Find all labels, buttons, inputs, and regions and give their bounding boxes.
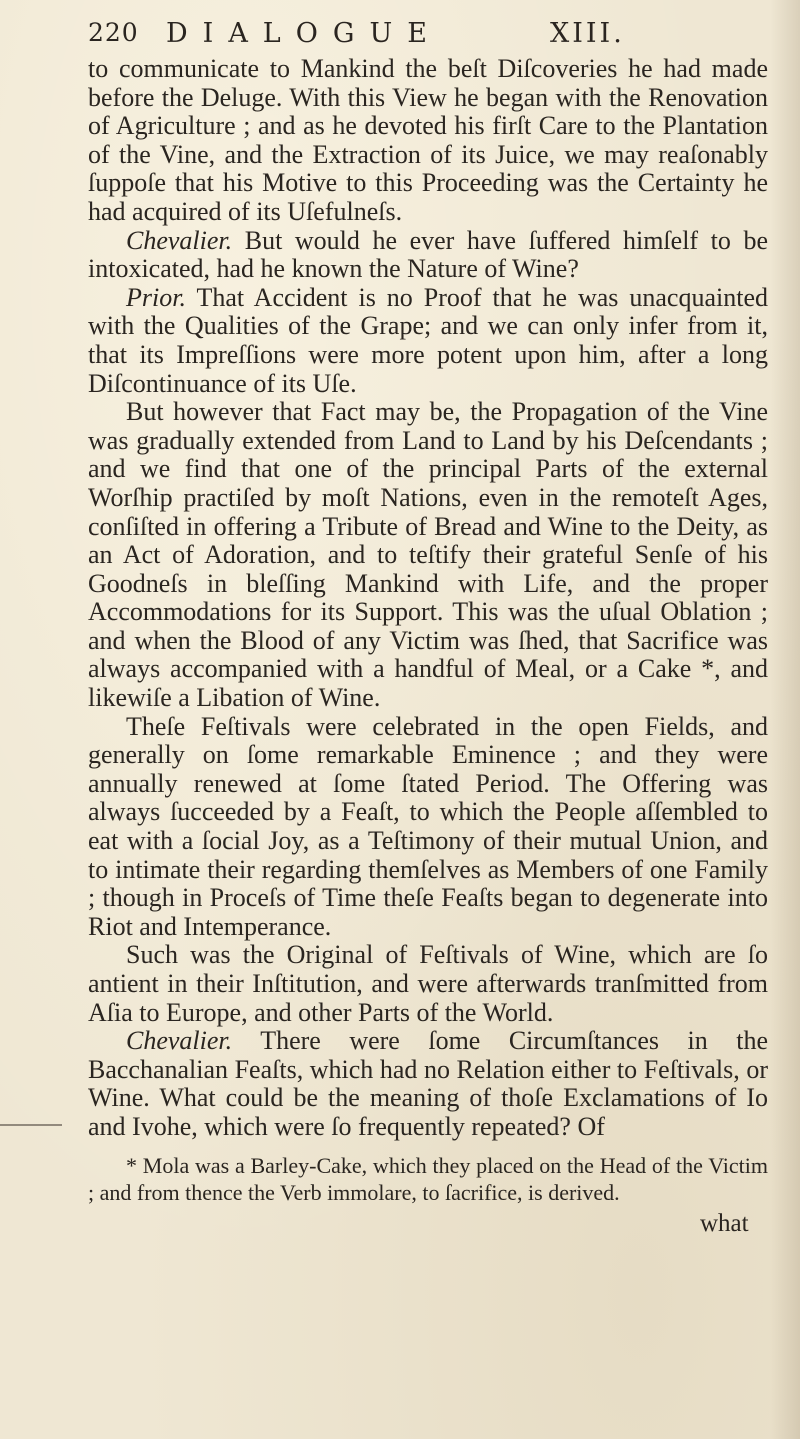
catchword: what — [700, 1210, 749, 1237]
paragraph-3 — [88, 284, 768, 398]
speaker-label: Prior. — [126, 282, 186, 312]
footnote-text: * Mola was a Barley-Cake, which they placed on the Head of the Victim ; and from thence the Verb immolare, to ſacrifice, is derived. — [88, 1153, 768, 1205]
paragraph-5 — [88, 713, 768, 942]
page-number: 220 — [88, 18, 139, 47]
paragraph-2 — [88, 227, 768, 284]
paragraph-text: Such was the Original of Feſtivals of Wine, which are ſo antient in their Inſtitution, and were afterwards tranſmitted from Aſia to Europe, and other Parts of the World. — [88, 940, 768, 1027]
main-text — [88, 55, 768, 1142]
speaker-label: Chevalier. — [126, 1026, 233, 1056]
paragraph-7 — [88, 1027, 768, 1141]
paragraph-4 — [88, 398, 768, 713]
page-edge-shadow — [770, 0, 800, 1439]
paragraph-1 — [88, 55, 768, 227]
paragraph-6 — [88, 941, 768, 1027]
paragraph-text: There were ſome Circumſtances in the Bacchanalian Feaſts, which had no Relation either to Feſtivals, or Wine. What could be the meaning of thoſe Exclamations of Io and Ivohe, which were ſo frequently repeated? Of — [88, 1026, 768, 1141]
speaker-label: Chevalier. — [126, 225, 233, 255]
running-header — [88, 14, 728, 50]
paragraph-text: But however that Fact may be, the Propagation of the Vine was gradually extended from Land to Land by his Deſcendants ; and we find that one of the principal Parts of the external Worſhip practiſed by moſt Nations, even in the remoteſt Ages, conſiſted in offering a Tribute of Bread and Wine to the Deity, as an Act of Adoration, and to teſtify their grateful Senſe of his Goodneſs in bleſſing Mankind with Life, and the proper Accommodations for its Support. This was the uſual Oblation ; and when the Blood of any Victim was ſhed, that Sacrifice was always accompanied with a handful of Meal, or a Cake *, and likewiſe a Libation of Wine. — [88, 397, 768, 713]
paragraph-text: That Accident is no Proof that he was unacquainted with the Qualities of the Grape; and we can only infer from it, that its Impreſſions were more potent upon him, after a long Diſcontinuance of its Uſe. — [88, 282, 769, 398]
footnote — [88, 1152, 768, 1206]
chapter-number: XIII. — [550, 18, 625, 49]
margin-pencil-mark — [0, 1124, 62, 1126]
running-title: DIALOGUE — [166, 18, 442, 49]
paragraph-text: Theſe Feſtivals were celebrated in the open Fields, and generally on ſome remarkable Eminence ; and they were annually renewed at ſome ſtated Period. The Offering was always ſucceeded by a Feaſt, to which the People aſſembled to eat with a ſocial Joy, as a Teſtimony of their mutual Union, and to intimate their regarding themſelves as Members of one Family ; though in Proceſs of Time theſe Feaſts began to degenerate into Riot and Intemperance. — [88, 711, 768, 941]
paragraph-text: to communicate to Mankind the beſt Diſcoveries he had made before the Deluge. With this View he began with the Renovation of Agriculture ; and as he devoted his firſt Care to the Plantation of the Vine, and the Extraction of its Juice, we may reaſonably ſuppoſe that his Motive to this Proceeding was the Certainty he had acquired of its Uſefulneſs. — [88, 54, 768, 226]
paragraph-text: But would he ever have ſuffered himſelf to be intoxicated, had he known the Nature of Wine? — [88, 225, 769, 284]
